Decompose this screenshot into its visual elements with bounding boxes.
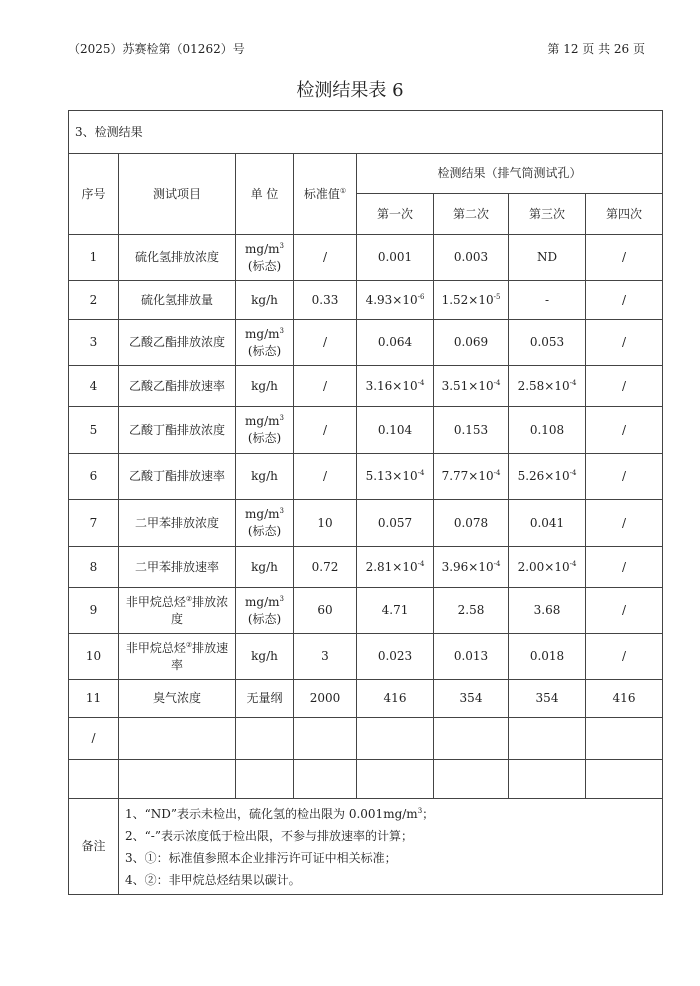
page-title: 检测结果表 6 xyxy=(296,80,404,101)
row-result-4: / xyxy=(586,634,663,680)
row-seq: 7 xyxy=(69,500,119,547)
row-result-1: 0.057 xyxy=(357,500,434,547)
row-result-2: 2.58 xyxy=(434,588,509,634)
table-row xyxy=(69,366,663,407)
row-result-4: 416 xyxy=(586,680,663,718)
row-item: 乙酸丁酯排放浓度 xyxy=(119,407,236,454)
row-standard: 10 xyxy=(294,500,357,547)
col-header-unit: 单 位 xyxy=(236,154,294,235)
row-result-3: 3.68 xyxy=(509,588,586,634)
row-result-3: ND xyxy=(509,235,586,281)
col-header-standard xyxy=(294,154,357,235)
row-unit: kg/h xyxy=(236,547,294,588)
row-unit: $mg/m^3$ (标态) xyxy=(236,235,294,281)
row-result-1: 0.064 xyxy=(357,320,434,366)
row-item: 乙酸丁酯排放速率 xyxy=(119,454,236,500)
table-row xyxy=(69,634,663,680)
row-result-1: 0.104 xyxy=(357,407,434,454)
row-item: 乙酸乙酯排放速率 xyxy=(119,366,236,407)
row-result-2: 0.153 xyxy=(434,407,509,454)
col-header-results: 检测结果（排气筒测试孔） xyxy=(357,154,663,194)
row-result-2: 0.003 xyxy=(434,235,509,281)
row-result-1: 0.023 xyxy=(357,634,434,680)
row-unit: $mg/m^3$ (标态) xyxy=(236,407,294,454)
row-item: 非甲烷总烃②排放速率 xyxy=(119,634,236,680)
row-result-1: $2.81\times 10^{-4}$ xyxy=(357,547,434,588)
table-row xyxy=(69,281,663,320)
row-result-1: 0.001 xyxy=(357,235,434,281)
row-unit: kg/h xyxy=(236,366,294,407)
row-standard: 2000 xyxy=(294,680,357,718)
row-item: 非甲烷总烃②排放浓度 xyxy=(119,588,236,634)
table-row xyxy=(69,588,663,634)
row-item: 二甲苯排放速率 xyxy=(119,547,236,588)
note-4: 4、②：非甲烷总烃结果以碳计。 xyxy=(125,872,301,887)
row-seq: 9 xyxy=(69,588,119,634)
row-standard: / xyxy=(294,407,357,454)
notes-label: 备注 xyxy=(69,799,119,895)
row-item: 二甲苯排放浓度 xyxy=(119,500,236,547)
table-row xyxy=(69,235,663,281)
row-result-4: / xyxy=(586,281,663,320)
row-result-1: $4.93\times 10^{-6}$ xyxy=(357,281,434,320)
row-standard: 0.72 xyxy=(294,547,357,588)
row-seq: 8 xyxy=(69,547,119,588)
table-row xyxy=(69,547,663,588)
row-result-4: / xyxy=(586,235,663,281)
row-seq: 10 xyxy=(69,634,119,680)
row-seq: 3 xyxy=(69,320,119,366)
row-result-1: 416 xyxy=(357,680,434,718)
notes-content xyxy=(119,799,663,895)
row-standard: / xyxy=(294,235,357,281)
row-item: 硫化氢排放浓度 xyxy=(119,235,236,281)
results-table xyxy=(68,110,663,895)
section-title: 3、检测结果 xyxy=(69,111,663,154)
row-result-2: 354 xyxy=(434,680,509,718)
row-result-4: / xyxy=(586,547,663,588)
row-result-3: 0.018 xyxy=(509,634,586,680)
row-result-3: 354 xyxy=(509,680,586,718)
row-standard: 0.33 xyxy=(294,281,357,320)
col-header-seq: 序号 xyxy=(69,154,119,235)
table-row xyxy=(69,500,663,547)
row-result-3: 0.108 xyxy=(509,407,586,454)
standard-footnote-mark: ① xyxy=(339,186,347,195)
col-header-third: 第三次 xyxy=(509,194,586,235)
row-unit: kg/h xyxy=(236,454,294,500)
row-result-2: 0.013 xyxy=(434,634,509,680)
col-header-fourth: 第四次 xyxy=(586,194,663,235)
row-result-2: 0.069 xyxy=(434,320,509,366)
table-row xyxy=(69,454,663,500)
row-unit: $mg/m^3$ (标态) xyxy=(236,588,294,634)
row-standard: / xyxy=(294,366,357,407)
row-result-4: / xyxy=(586,407,663,454)
row-result-4: / xyxy=(586,454,663,500)
row-standard: / xyxy=(294,454,357,500)
row-result-3: $2.58\times 10^{-4}$ xyxy=(509,366,586,407)
row-result-3: 0.053 xyxy=(509,320,586,366)
row-unit: $mg/m^3$ (标态) xyxy=(236,320,294,366)
col-header-first: 第一次 xyxy=(357,194,434,235)
row-seq: / xyxy=(69,718,119,760)
row-result-2: $3.96\times 10^{-4}$ xyxy=(434,547,509,588)
row-result-4: / xyxy=(586,320,663,366)
row-result-1: $5.13\times 10^{-4}$ xyxy=(357,454,434,500)
row-seq: 5 xyxy=(69,407,119,454)
row-unit: kg/h xyxy=(236,634,294,680)
row-item: 乙酸乙酯排放浓度 xyxy=(119,320,236,366)
notes-row xyxy=(69,799,663,895)
row-unit: kg/h xyxy=(236,281,294,320)
table-row-blank xyxy=(69,718,663,760)
row-result-2: $7.77\times 10^{-4}$ xyxy=(434,454,509,500)
row-seq: 2 xyxy=(69,281,119,320)
page-info: 第 12 页 共 26 页 xyxy=(547,42,645,56)
row-result-4: / xyxy=(586,500,663,547)
row-unit: 无量纲 xyxy=(236,680,294,718)
row-result-3: $2.00\times 10^{-4}$ xyxy=(509,547,586,588)
table-row xyxy=(69,680,663,718)
col-header-second: 第二次 xyxy=(434,194,509,235)
row-result-1: 4.71 xyxy=(357,588,434,634)
table-row xyxy=(69,407,663,454)
row-result-2: $3.51\times 10^{-4}$ xyxy=(434,366,509,407)
row-standard: 60 xyxy=(294,588,357,634)
row-seq: 1 xyxy=(69,235,119,281)
row-standard: 3 xyxy=(294,634,357,680)
col-header-item: 测试项目 xyxy=(119,154,236,235)
row-unit: $mg/m^3$ (标态) xyxy=(236,500,294,547)
row-seq: 11 xyxy=(69,680,119,718)
note-1: 1、“ND”表示未检出，硫化氢的检出限为 $0.001mg/m^3$； xyxy=(125,806,435,821)
row-standard: / xyxy=(294,320,357,366)
row-result-4: / xyxy=(586,588,663,634)
note-2: 2、“-”表示浓度低于检出限，不参与排放速率的计算； xyxy=(125,828,413,843)
row-result-3: $5.26\times 10^{-4}$ xyxy=(509,454,586,500)
row-item: 臭气浓度 xyxy=(119,680,236,718)
row-result-2: 0.078 xyxy=(434,500,509,547)
row-result-3: - xyxy=(509,281,586,320)
row-result-2: $1.52\times 10^{-5}$ xyxy=(434,281,509,320)
row-seq: 6 xyxy=(69,454,119,500)
row-result-1: $3.16\times 10^{-4}$ xyxy=(357,366,434,407)
row-item: 硫化氢排放量 xyxy=(119,281,236,320)
row-result-4: / xyxy=(586,366,663,407)
row-seq: 4 xyxy=(69,366,119,407)
note-3: 3、①：标准值参照本企业排污许可证中相关标准； xyxy=(125,850,397,865)
row-result-3: 0.041 xyxy=(509,500,586,547)
standard-label: 标准值 xyxy=(303,186,340,201)
table-row xyxy=(69,320,663,366)
table-row-blank xyxy=(69,760,663,799)
report-number: （2025）苏赛检第（01262）号 xyxy=(68,42,245,56)
